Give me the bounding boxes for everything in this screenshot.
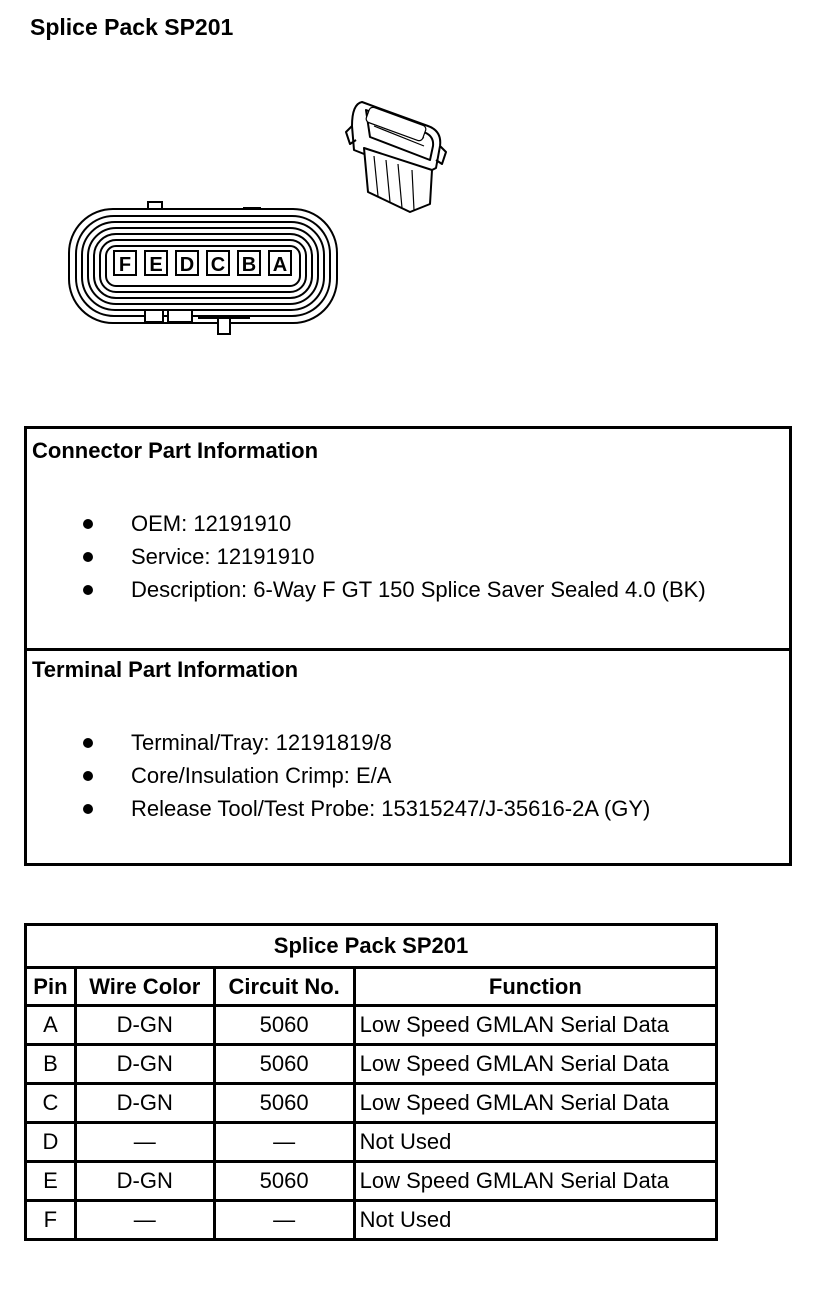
circuit-cell: 5060 bbox=[214, 1045, 354, 1084]
pin-table bbox=[24, 923, 718, 1241]
pin-cell: B bbox=[26, 1045, 76, 1084]
cavity-label-d: D bbox=[179, 254, 195, 276]
connector-face-view bbox=[69, 202, 337, 334]
list-item: Core/Insulation Crimp: E/A bbox=[27, 759, 650, 792]
list-item: Description: 6-Way F GT 150 Splice Saver Sealed 4.0 (BK) bbox=[27, 573, 706, 606]
bullet-icon bbox=[83, 552, 93, 562]
table-row bbox=[26, 1084, 717, 1123]
connector-part-info-list bbox=[27, 507, 706, 606]
table-row bbox=[26, 1162, 717, 1201]
wire-color-cell: D-GN bbox=[75, 1084, 214, 1123]
list-item: OEM: 12191910 bbox=[27, 507, 706, 540]
header-pin: Pin bbox=[26, 968, 76, 1006]
circuit-cell: 5060 bbox=[214, 1006, 354, 1045]
table-row bbox=[26, 1045, 717, 1084]
pin-cell: D bbox=[26, 1123, 76, 1162]
connector-drawing bbox=[0, 0, 832, 400]
bullet-icon bbox=[83, 738, 93, 748]
cavity-label-b: B bbox=[241, 254, 257, 276]
wire-color-cell: D-GN bbox=[75, 1045, 214, 1084]
bullet-icon bbox=[83, 585, 93, 595]
wire-color-cell: — bbox=[75, 1123, 214, 1162]
header-circuit: Circuit No. bbox=[214, 968, 354, 1006]
list-item: Terminal/Tray: 12191819/8 bbox=[27, 726, 650, 759]
cavity-label-f: F bbox=[118, 254, 132, 276]
pin-table-header bbox=[26, 968, 717, 1006]
bullet-icon bbox=[83, 519, 93, 529]
function-cell: Not Used bbox=[354, 1201, 716, 1240]
function-cell: Not Used bbox=[354, 1123, 716, 1162]
list-item: Release Tool/Test Probe: 15315247/J-35616-2A (GY) bbox=[27, 792, 650, 825]
table-row bbox=[26, 1006, 717, 1045]
table-row bbox=[26, 1201, 717, 1240]
connector-iso-illustration bbox=[346, 102, 446, 212]
function-cell: Low Speed GMLAN Serial Data bbox=[354, 1084, 716, 1123]
cavity-label-c: C bbox=[210, 254, 226, 276]
pin-cell: E bbox=[26, 1162, 76, 1201]
wire-color-cell: D-GN bbox=[75, 1006, 214, 1045]
pin-cell: F bbox=[26, 1201, 76, 1240]
terminal-part-info-list bbox=[27, 726, 650, 825]
pin-cell: C bbox=[26, 1084, 76, 1123]
pin-cell: A bbox=[26, 1006, 76, 1045]
cavity-label-a: A bbox=[272, 254, 288, 276]
bullet-icon bbox=[83, 771, 93, 781]
function-cell: Low Speed GMLAN Serial Data bbox=[354, 1006, 716, 1045]
table-row bbox=[26, 1123, 717, 1162]
circuit-cell: 5060 bbox=[214, 1084, 354, 1123]
terminal-part-info bbox=[27, 648, 789, 863]
connector-part-info bbox=[27, 429, 789, 651]
header-function: Function bbox=[354, 968, 716, 1006]
pin-table-caption: Splice Pack SP201 bbox=[26, 925, 717, 968]
connector-part-info-heading: Connector Part Information bbox=[32, 438, 319, 463]
list-item: Service: 12191910 bbox=[27, 540, 706, 573]
terminal-part-info-heading: Terminal Part Information bbox=[32, 657, 299, 682]
function-cell: Low Speed GMLAN Serial Data bbox=[354, 1162, 716, 1201]
circuit-cell: — bbox=[214, 1123, 354, 1162]
part-info-box bbox=[24, 426, 792, 866]
wire-color-cell: — bbox=[75, 1201, 214, 1240]
circuit-cell: — bbox=[214, 1201, 354, 1240]
bullet-icon bbox=[83, 804, 93, 814]
wire-color-cell: D-GN bbox=[75, 1162, 214, 1201]
circuit-cell: 5060 bbox=[214, 1162, 354, 1201]
cavity-label-e: E bbox=[149, 254, 163, 276]
header-wire-color: Wire Color bbox=[75, 968, 214, 1006]
function-cell: Low Speed GMLAN Serial Data bbox=[354, 1045, 716, 1084]
page-title: Splice Pack SP201 bbox=[30, 14, 234, 40]
